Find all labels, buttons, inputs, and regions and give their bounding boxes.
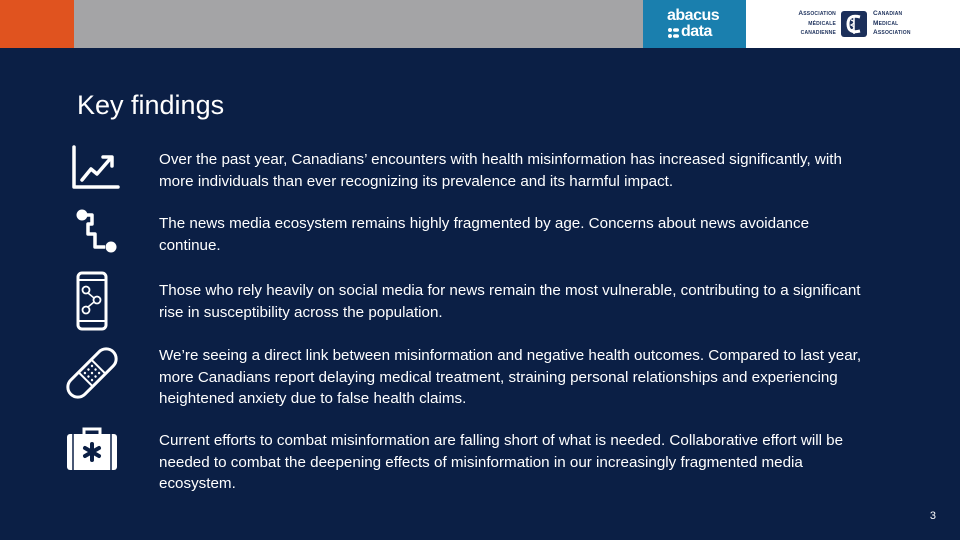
header-accent-orange: [0, 0, 74, 48]
network-connection-icon: [64, 204, 120, 260]
cma-logo-french-text: [788, 9, 836, 38]
finding-text: We’re seeing a direct link between misinformation and negative health outcomes. Compared to last year, more Canadians report delaying medical treatment, straining personal relationships and experiencing heightened anxiety due to false health claims.: [159, 347, 862, 407]
cma-logo-english-line: Medical: [873, 19, 899, 27]
medical-kit-icon: [64, 424, 120, 480]
finding-text: Those who rely heavily on social media for news remain the most vulnerable, contributing to a significant rise in susceptibility across the population.: [159, 282, 861, 321]
abacus-logo-word-2: data: [681, 23, 712, 40]
smartphone-social-network-icon: [64, 270, 120, 332]
cma-logo-english-line: Canadian: [873, 10, 903, 17]
finding-text: Over the past year, Canadians’ encounters with health misinformation has increased significantly, with more individuals than ever recognizing its prevalence and its harmful impact.: [159, 151, 842, 190]
cma-logo-english-text: [873, 9, 933, 38]
abacus-logo-word-1: abacus: [667, 7, 720, 24]
finding-text: The news media ecosystem remains highly fragmented by age. Concerns about news avoidance continue.: [159, 215, 810, 254]
trending-up-chart-icon: [64, 142, 120, 198]
cma-logo-french-line: canadienne: [800, 29, 836, 36]
header-bar: [0, 0, 960, 48]
cma-logo-french-line: médicale: [808, 19, 836, 27]
bandage-icon: [64, 345, 120, 401]
abacus-data-logo: [667, 8, 727, 40]
cma-logo: [788, 9, 928, 39]
abacus-dots-icon: [667, 27, 679, 39]
cma-logo-french-line: Association: [798, 10, 836, 17]
cma-logo-english-line: Association: [873, 29, 911, 36]
finding-text: Current efforts to combat misinformation are falling short of what is needed. Collaborative effort will be needed to combat the deepening effects of misinformation in our increasingly fragmented media ecosystem.: [159, 432, 844, 492]
cma-caduceus-emblem-icon: [840, 10, 868, 38]
slide-title: Key findings: [77, 90, 225, 120]
header-accent-grey: [74, 0, 643, 48]
page-number: 3: [929, 510, 936, 522]
